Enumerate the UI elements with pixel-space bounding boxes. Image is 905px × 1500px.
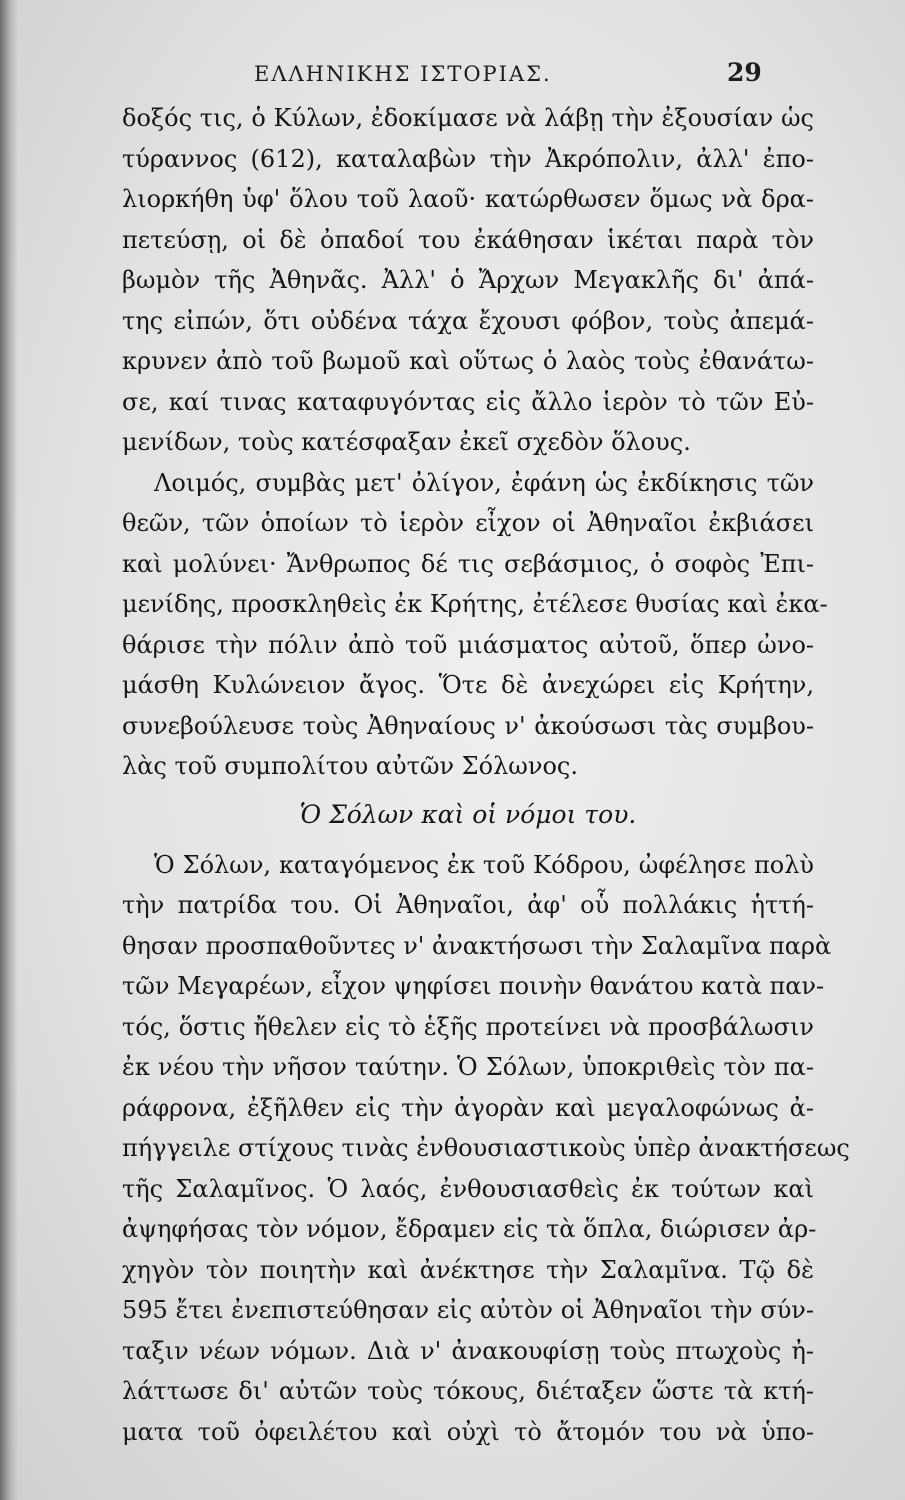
text-line: τύραννος (612), καταλαβὼν τὴν Ἀκρόπολιν, ἀλλ' ἐπο- [122,144,814,173]
paragraph-cylon [122,98,814,463]
paragraph-plague [122,463,828,787]
body-text [122,98,850,1452]
text-line: τῆς Σαλαμῖνος. Ὁ λαός, ἐνθουσιασθεὶς ἐκ τούτων καὶ [122,1174,814,1203]
text-line: πήγγειλε στίχους τινὰς ἐνθουσιαστικοὺς ὑπὲρ ἀνακτήσεως [122,1134,850,1162]
text-line: μενίδης, προσκληθεὶς ἐκ Κρήτης, ἐτέλεσε θυσίας καὶ ἐκα- [122,590,828,618]
text-line: πετεύσῃ, οἱ δὲ ὀπαδοί του ἐκάθησαν ἱκέται παρὰ τὸν [122,225,814,254]
text-line: λιορκήθη ὑφ' ὅλου τοῦ λαοῦ· κατώρθωσεν ὅμως νὰ δρα- [122,185,814,213]
text-line: τῶν Μεγαρέων, εἶχον ψηφίσει ποινὴν θανάτου κατὰ παν- [122,972,825,1000]
text-line: ματα τοῦ ὀφειλέτου καὶ οὐχὶ τὸ ἄτομόν του νὰ ὑπο- [122,1417,814,1446]
paragraph-solon [122,845,850,1453]
text-line: συνεβούλευσε τοὺς Ἀθηναίους ν' ἀκούσωσι τὰς συμβου- [122,711,814,740]
text-line: κρυνεν ἀπὸ τοῦ βωμοῦ καὶ οὕτως ὁ λαὸς τοὺς ἐθανάτω- [122,347,814,375]
binding-shadow [0,0,18,1500]
text-line: λάττωσε δι' αὐτῶν τοὺς τόκους, διέταξεν ὥστε τὰ κτή- [122,1377,814,1405]
text-line: Ὁ Σόλων, καταγόμενος ἐκ τοῦ Κόδρου, ὠφέλησε πολὺ [154,850,814,879]
text-line: δοξός τις, ὁ Κύλων, ἐδοκίμασε νὰ λάβῃ τὴν ἐξουσίαν ὡς [122,104,814,132]
page-number: 29 [727,58,762,87]
text-line: χηγὸν τὸν ποιητὴν καὶ ἀνέκτησε τὴν Σαλαμῖνα. Τῷ δὲ [122,1255,814,1284]
text-line: βωμὸν τῆς Ἀθηνᾶς. Ἀλλ' ὁ Ἄρχων Μεγακλῆς δι' ἀπά- [122,266,814,294]
text-line: θεῶν, τῶν ὁποίων τὸ ἱερὸν εἶχον οἱ Ἀθηναῖοι ἐκβιάσει [122,509,814,537]
text-line: τὴν πατρίδα του. Οἱ Ἀθηναῖοι, ἀφ' οὗ πολλάκις ἡττή- [122,891,814,919]
text-line: καὶ μολύνει· Ἄνθρωπος δέ τις σεβάσμιος, ὁ σοφὸς Ἐπι- [122,549,814,578]
text-line: Λοιμός, συμβὰς μετ' ὀλίγον, ἐφάνη ὡς ἐκδίκησις τῶν [154,468,814,497]
section-heading: Ὁ Σόλων καὶ οἱ νόμοι του. [299,799,637,829]
text-line: ταξιν νέων νόμων. Διὰ ν' ἀνακουφίσῃ τοὺς πτωχοὺς ἠ- [122,1336,814,1365]
text-line: ἀψηφήσας τὸν νόμον, ἔδραμεν εἰς τὰ ὅπλα, διώρισεν ἀρ- [122,1215,817,1243]
text-line: τός, ὅστις ἤθελεν εἰς τὸ ἑξῆς προτείνει νὰ προσβάλωσιν [122,1012,814,1041]
text-line: της εἰπών, ὅτι οὐδένα τάχα ἔχουσι φόβον, τοὺς ἀπεμά- [122,306,814,335]
text-line: λὰς τοῦ συμπολίτου αὐτῶν Σόλωνος. [122,752,578,780]
text-line: ἐκ νέου τὴν νῆσον ταύτην. Ὁ Σόλων, ὑποκριθεὶς τὸν πα- [122,1053,814,1081]
text-line: θάρισε τὴν πόλιν ἀπὸ τοῦ μιάσματος αὐτοῦ, ὅπερ ὠνο- [122,630,814,659]
text-line: μάσθη Κυλώνειον ἄγος. Ὅτε δὲ ἀνεχώρει εἰς Κρήτην, [122,671,814,699]
text-line: θησαν προσπαθοῦντες ν' ἀνακτήσωσι τὴν Σαλαμῖνα παρὰ [122,931,832,960]
text-line: μενίδων, τοὺς κατέσφαξαν ἐκεῖ σχεδὸν ὅλους. [122,428,691,456]
running-head: ΕΛΛΗΝΙΚΗΣ ΙΣΤΟΡΙΑΣ. [254,62,552,86]
page-header [0,58,905,92]
text-line: 595 ἔτει ἐνεπιστεύθησαν εἰς αὐτὸν οἱ Ἀθηναῖοι τὴν σύν- [122,1296,814,1324]
text-line: σε, καί τινας καταφυγόντας εἰς ἄλλο ἱερὸν τὸ τῶν Εὐ- [122,387,814,416]
text-line: ράφρονα, ἐξῆλθεν εἰς τὴν ἀγορὰν καὶ μεγαλοφώνως ἀ- [122,1093,814,1122]
